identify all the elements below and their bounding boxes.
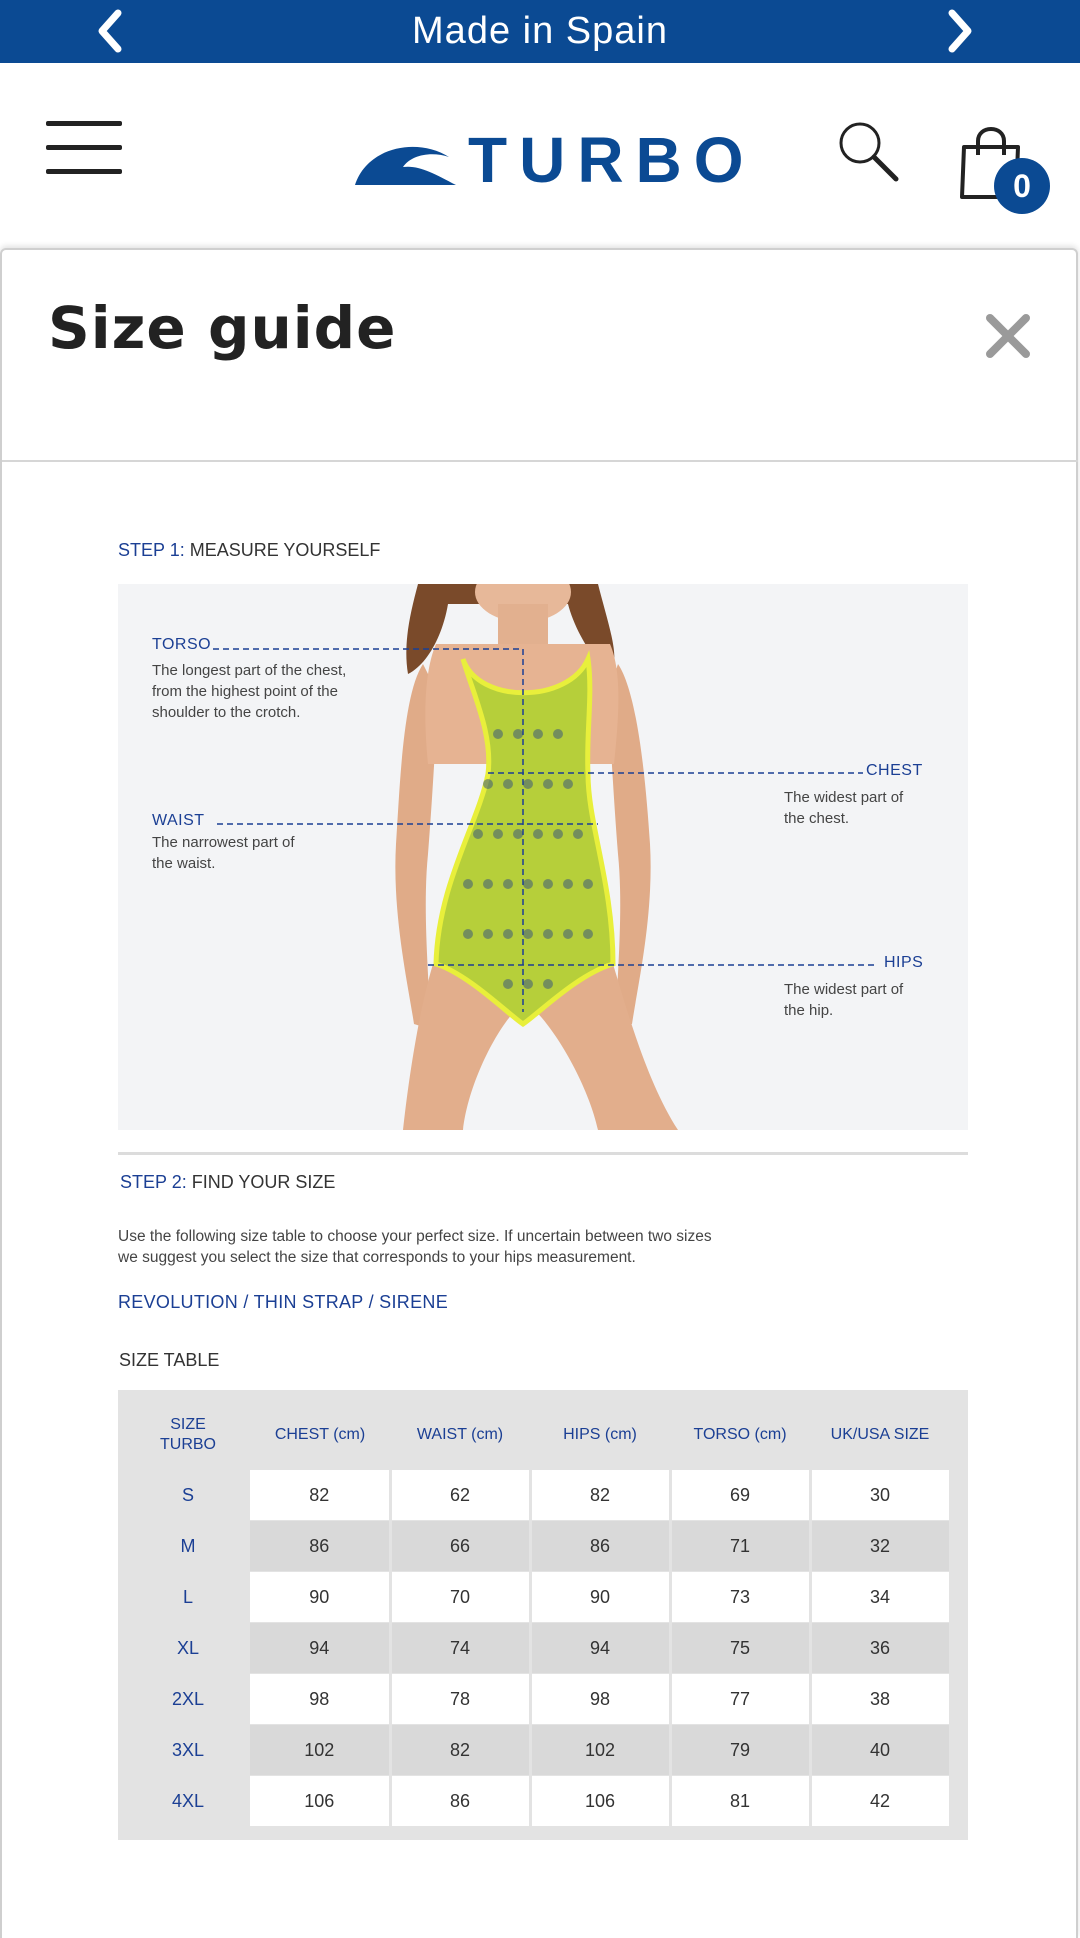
chest-cell: 106 xyxy=(250,1776,390,1827)
modal-divider xyxy=(2,460,1078,462)
header-waist: WAIST (cm) xyxy=(416,1426,504,1443)
uk-usa-cell: 40 xyxy=(810,1725,950,1776)
table-row xyxy=(126,1470,950,1521)
search-icon[interactable] xyxy=(834,117,902,185)
torso-cell: 77 xyxy=(670,1674,810,1725)
size-cell: 3XL xyxy=(126,1725,250,1776)
size-cell: S xyxy=(126,1470,250,1521)
uk-usa-cell: 34 xyxy=(810,1572,950,1623)
waist-cell: 66 xyxy=(390,1521,530,1572)
size-cell: 4XL xyxy=(126,1776,250,1827)
torso-cell: 81 xyxy=(670,1776,810,1827)
site-header xyxy=(0,63,1080,246)
chevron-right-icon[interactable] xyxy=(936,6,986,56)
chevron-left-icon[interactable] xyxy=(84,6,134,56)
uk-usa-cell: 36 xyxy=(810,1623,950,1674)
hips-measurement-desc: The widest part of the hip. xyxy=(784,981,904,1019)
cart-count-badge: 0 xyxy=(994,158,1050,214)
torso-cell: 69 xyxy=(670,1470,810,1521)
step2-title: STEP 2: FIND YOUR SIZE xyxy=(120,1172,336,1192)
size-guide-modal xyxy=(0,248,1078,1938)
hips-cell: 90 xyxy=(530,1572,670,1623)
waist-measurement: WAIST The narrowest part of the waist. xyxy=(152,812,295,872)
turbo-logo[interactable] xyxy=(353,124,756,196)
header-hips: HIPS (cm) xyxy=(563,1426,637,1443)
torso-cell: 79 xyxy=(670,1725,810,1776)
size-cell: M xyxy=(126,1521,250,1572)
table-row xyxy=(126,1674,950,1725)
header-chest: CHEST (cm) xyxy=(274,1426,366,1443)
table-row xyxy=(126,1572,950,1623)
waist-cell: 74 xyxy=(390,1623,530,1674)
modal-title: Size guide xyxy=(48,294,397,362)
torso-cell: 71 xyxy=(670,1521,810,1572)
chest-cell: 82 xyxy=(250,1470,390,1521)
banner-text: Made in Spain xyxy=(412,10,668,52)
waist-cell: 82 xyxy=(390,1725,530,1776)
size-cell: XL xyxy=(126,1623,250,1674)
waist-cell: 86 xyxy=(390,1776,530,1827)
uk-usa-cell: 42 xyxy=(810,1776,950,1827)
logo-text: TURBO xyxy=(468,124,756,196)
close-icon[interactable] xyxy=(982,310,1034,362)
waist-cell: 78 xyxy=(390,1674,530,1725)
size-table xyxy=(118,1390,968,1840)
header-uk-usa-size: UK/USA SIZE xyxy=(830,1426,930,1443)
torso-cell: 73 xyxy=(670,1572,810,1623)
step-divider xyxy=(118,1152,968,1155)
model-names: REVOLUTION / THIN STRAP / SIRENE xyxy=(118,1292,448,1312)
uk-usa-cell: 30 xyxy=(810,1470,950,1521)
table-row xyxy=(126,1725,950,1776)
torso-measurement: TORSO The longest part of the chest, from the highest point of the shoulder to the crotch. xyxy=(152,636,347,721)
waist-cell: 70 xyxy=(390,1572,530,1623)
step1-title: STEP 1: MEASURE YOURSELF xyxy=(118,540,381,560)
uk-usa-cell: 32 xyxy=(810,1521,950,1572)
header-size-turbo: SIZE TURBO xyxy=(160,1416,216,1453)
chest-cell: 90 xyxy=(250,1572,390,1623)
measurement-figure xyxy=(118,584,968,1130)
chest-measurement-desc: The widest part of the chest. xyxy=(784,789,904,827)
table-row xyxy=(126,1776,950,1827)
table-row xyxy=(126,1521,950,1572)
hips-cell: 102 xyxy=(530,1725,670,1776)
chest-cell: 94 xyxy=(250,1623,390,1674)
hips-cell: 94 xyxy=(530,1623,670,1674)
hips-cell: 82 xyxy=(530,1470,670,1521)
logo-wave-icon xyxy=(353,137,458,187)
chest-measurement-label: CHEST xyxy=(866,762,923,779)
size-cell: 2XL xyxy=(126,1674,250,1725)
size-table-grid xyxy=(126,1400,952,1827)
torso-cell: 75 xyxy=(670,1623,810,1674)
chest-cell: 86 xyxy=(250,1521,390,1572)
hips-cell: 106 xyxy=(530,1776,670,1827)
table-header-row xyxy=(126,1400,950,1470)
uk-usa-cell: 38 xyxy=(810,1674,950,1725)
hamburger-icon[interactable] xyxy=(46,121,124,177)
size-table-title: SIZE TABLE xyxy=(119,1350,220,1370)
chest-cell: 98 xyxy=(250,1674,390,1725)
hips-cell: 86 xyxy=(530,1521,670,1572)
waist-cell: 62 xyxy=(390,1470,530,1521)
header-torso: TORSO (cm) xyxy=(693,1426,787,1443)
promo-banner xyxy=(0,0,1080,63)
chest-cell: 102 xyxy=(250,1725,390,1776)
size-instructions: Use the following size table to choose your perfect size. If uncertain between two sizes we suggest you select the size that corresponds to your hips measurement. xyxy=(118,1228,712,1266)
hips-measurement-label: HIPS xyxy=(884,954,924,971)
size-cell: L xyxy=(126,1572,250,1623)
table-row xyxy=(126,1623,950,1674)
hips-cell: 98 xyxy=(530,1674,670,1725)
